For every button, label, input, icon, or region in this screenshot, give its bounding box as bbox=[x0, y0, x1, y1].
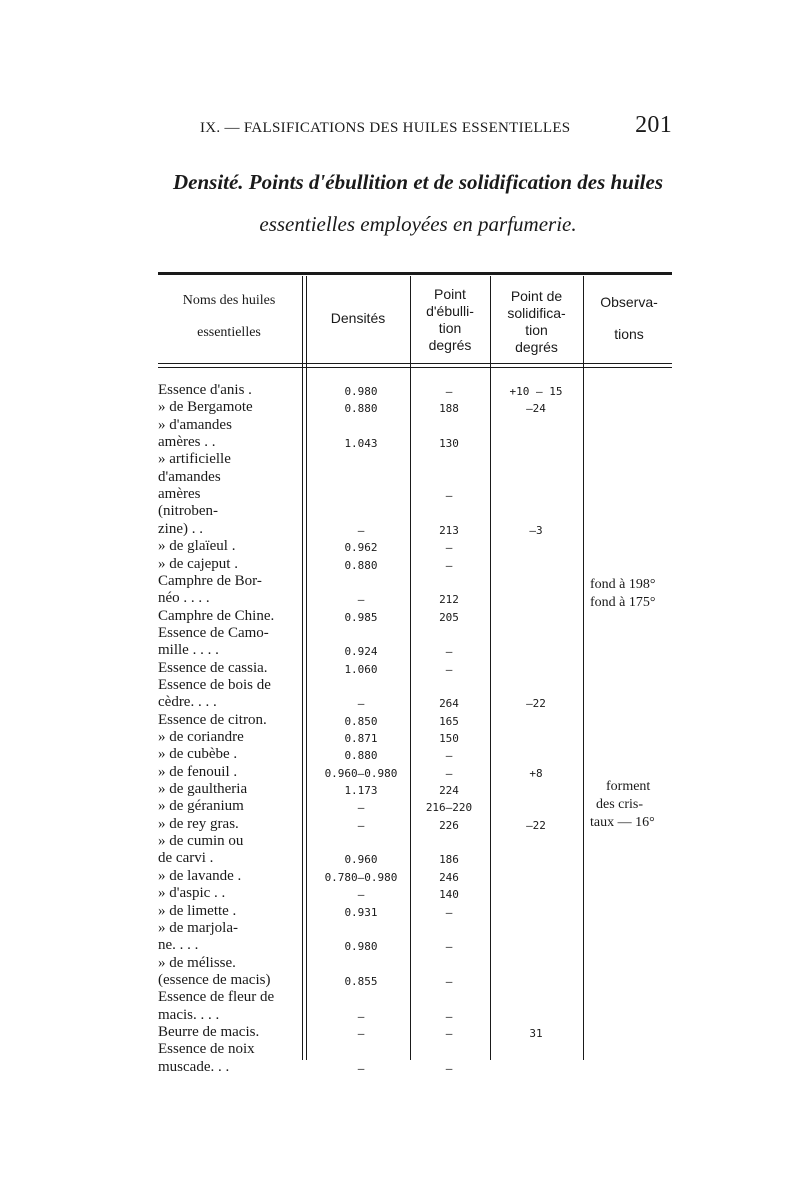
header-solid bbox=[490, 288, 583, 356]
header-solid-line-2: solidifica- bbox=[507, 305, 566, 321]
density-value: 0.871 bbox=[344, 732, 378, 745]
obs-line-2: des cris- bbox=[596, 797, 644, 812]
oil-name: macis. . . . bbox=[158, 1006, 220, 1023]
density-value: — bbox=[357, 801, 365, 815]
density-value: 0.880 bbox=[344, 402, 378, 416]
oil-name: » de Bergamote bbox=[158, 399, 253, 416]
solidification-point: 31 bbox=[529, 1026, 543, 1040]
oil-name: ne. . . . bbox=[158, 937, 199, 954]
header-solid-line-4: degrés bbox=[515, 339, 558, 355]
density-value: 0.880 bbox=[344, 749, 378, 763]
header-obs-line-2: tions bbox=[614, 326, 644, 342]
solidification-point: —22 bbox=[526, 697, 546, 711]
page-number: 201 bbox=[635, 112, 672, 138]
oil-name: Essence de citron. bbox=[158, 711, 267, 728]
density-value: 0.960 bbox=[344, 853, 378, 867]
boiling-point: — bbox=[445, 974, 453, 988]
oil-name: Camphre de Chine. bbox=[158, 607, 275, 624]
table-row bbox=[158, 1059, 678, 1077]
density-value: 0.931 bbox=[344, 905, 378, 919]
solidification-point: +8 bbox=[529, 766, 543, 780]
table-row bbox=[158, 538, 678, 556]
solidification-point: —3 bbox=[529, 523, 543, 537]
boiling-point: — bbox=[445, 1026, 453, 1040]
oil-name: » de cubèbe . bbox=[158, 746, 238, 763]
oil-name: Camphre de Bor- bbox=[158, 572, 262, 589]
boiling-point: — bbox=[445, 1061, 453, 1075]
density-value: — bbox=[357, 1026, 365, 1040]
oil-name: Essence d'anis . bbox=[158, 382, 252, 398]
obs-camphre-chine: fond à 175° bbox=[590, 595, 656, 610]
table-row bbox=[158, 903, 678, 921]
table-title-line-1: Densité. Points d'ébullition et de solidification des huiles bbox=[172, 170, 664, 194]
oil-name: » de cajeput . bbox=[158, 555, 238, 572]
density-value: — bbox=[357, 697, 365, 711]
density-value: — bbox=[357, 1061, 365, 1075]
density-value: 1.043 bbox=[344, 437, 378, 451]
table-row bbox=[158, 521, 678, 539]
oil-name: » artificielle bbox=[158, 451, 231, 468]
oil-name: » de rey gras. bbox=[158, 815, 239, 832]
boiling-point: 188 bbox=[439, 402, 459, 416]
oil-name: amères bbox=[158, 486, 201, 503]
boiling-point: 246 bbox=[439, 870, 459, 884]
density-value: 0.924 bbox=[344, 645, 378, 659]
oil-name: Essence de noix bbox=[158, 1041, 255, 1058]
table-row bbox=[158, 920, 678, 938]
density-value: 1.060 bbox=[344, 662, 378, 676]
table-row bbox=[158, 850, 678, 868]
table-row bbox=[158, 729, 678, 747]
oil-name: (essence de macis) bbox=[158, 971, 271, 988]
header-density: Densités bbox=[330, 310, 386, 326]
boiling-point: — bbox=[445, 645, 453, 659]
boiling-point: — bbox=[445, 489, 453, 503]
table-row bbox=[158, 625, 678, 643]
oil-name: Essence de bois de bbox=[158, 676, 271, 693]
table-row bbox=[158, 486, 678, 504]
density-value: 0.960—0.980 bbox=[324, 766, 398, 780]
density-value: 1.173 bbox=[344, 784, 378, 798]
header-boiling-line-2: d'ébulli- bbox=[426, 303, 474, 319]
density-value: 0.880 bbox=[344, 558, 378, 572]
table-row bbox=[158, 989, 678, 1007]
header-boiling-line-4: degrés bbox=[428, 337, 472, 353]
oil-name: d'amandes bbox=[158, 468, 221, 485]
oil-name: mille . . . . bbox=[158, 642, 219, 659]
density-value: 0.850 bbox=[344, 714, 378, 728]
table-row bbox=[158, 937, 678, 955]
oil-name: » de cumin ou bbox=[158, 833, 244, 850]
table-row bbox=[158, 1041, 678, 1059]
oil-name: » de coriandre bbox=[158, 729, 244, 745]
boiling-point: 224 bbox=[439, 784, 459, 798]
header-name-line-1: Noms des huiles bbox=[182, 293, 276, 308]
boiling-point: 212 bbox=[439, 593, 459, 607]
table-row bbox=[158, 382, 678, 400]
density-value: 0.980 bbox=[344, 940, 378, 954]
boiling-point: 140 bbox=[439, 888, 459, 902]
boiling-point: — bbox=[445, 766, 453, 780]
top-rule bbox=[158, 272, 672, 275]
boiling-point: 130 bbox=[439, 437, 459, 451]
oil-name: » d'amandes bbox=[158, 416, 232, 433]
oil-name: Beurre de macis. bbox=[158, 1023, 260, 1040]
table-row bbox=[158, 469, 678, 487]
solidification-point: +10 – 15 bbox=[509, 385, 563, 398]
oil-name: » de mélisse. bbox=[158, 954, 236, 971]
oil-name: » de lavande . bbox=[158, 867, 242, 884]
table-row bbox=[158, 642, 678, 660]
solidification-point: —24 bbox=[526, 402, 546, 416]
header-name bbox=[158, 292, 300, 341]
boiling-point: 186 bbox=[439, 853, 459, 867]
boiling-point: 165 bbox=[439, 714, 459, 728]
density-value: — bbox=[357, 818, 365, 832]
table-row bbox=[158, 972, 678, 990]
density-value: — bbox=[357, 523, 365, 537]
table-row bbox=[158, 1007, 678, 1025]
oil-name: zine) . . bbox=[158, 520, 203, 537]
header-boiling-line-1: Point bbox=[434, 286, 466, 302]
header-boiling bbox=[410, 286, 490, 354]
density-value: 0.980 bbox=[344, 385, 378, 398]
boiling-point: — bbox=[445, 1009, 453, 1023]
boiling-point: — bbox=[445, 940, 453, 954]
solidification-point: —22 bbox=[526, 818, 546, 832]
running-title: IX. — FALSIFICATIONS DES HUILES ESSENTIELLES bbox=[200, 120, 571, 136]
boiling-point: 150 bbox=[439, 732, 459, 745]
table-row bbox=[158, 868, 678, 886]
oil-name: » de géranium bbox=[158, 798, 244, 815]
table-row bbox=[158, 885, 678, 903]
table-row bbox=[158, 660, 678, 678]
table-title-line-2: essentielles employées en parfumerie. bbox=[259, 212, 577, 236]
header-rule-2 bbox=[158, 367, 672, 368]
oil-name: » d'aspic . . bbox=[158, 885, 226, 902]
table-row bbox=[158, 434, 678, 452]
oil-name: » de glaïeul . bbox=[158, 538, 236, 555]
table-row bbox=[158, 677, 678, 695]
table-row bbox=[158, 746, 678, 764]
oil-name: de carvi . bbox=[158, 850, 214, 867]
boiling-point: 216—220 bbox=[425, 801, 473, 815]
boiling-point: — bbox=[445, 558, 453, 572]
table-row bbox=[158, 833, 678, 851]
oil-name: amères . . bbox=[158, 434, 216, 451]
oil-name: Essence de Camo- bbox=[158, 624, 269, 641]
header-name-line-2: essentielles bbox=[197, 325, 261, 340]
table-row bbox=[158, 556, 678, 574]
header-solid-line-3: tion bbox=[525, 322, 548, 338]
table-row bbox=[158, 417, 678, 435]
boiling-point: 226 bbox=[439, 818, 459, 832]
table-row bbox=[158, 712, 678, 730]
density-value: 0.780—0.980 bbox=[324, 870, 398, 884]
table-row bbox=[158, 503, 678, 521]
obs-line-1: forment bbox=[606, 779, 651, 794]
obs-camphre-borneo: fond à 198° bbox=[590, 577, 656, 592]
table-row bbox=[158, 955, 678, 973]
table-row bbox=[158, 694, 678, 712]
boiling-point: 213 bbox=[439, 523, 459, 537]
density-value: — bbox=[357, 888, 365, 902]
header-solid-line-1: Point de bbox=[510, 288, 563, 304]
boiling-point: 264 bbox=[439, 697, 459, 711]
density-value: 0.962 bbox=[344, 541, 378, 555]
oil-name: cèdre. . . . bbox=[158, 694, 217, 711]
oil-name: Essence de fleur de bbox=[158, 989, 275, 1006]
boiling-point: — bbox=[445, 662, 453, 676]
obs-line-3: taux — 16° bbox=[590, 815, 655, 830]
boiling-point: — bbox=[445, 749, 453, 763]
boiling-point: — bbox=[445, 385, 453, 398]
oil-name: » de limette . bbox=[158, 902, 237, 919]
oil-name: » de fenouil . bbox=[158, 763, 238, 780]
table-row bbox=[158, 1024, 678, 1042]
running-header bbox=[200, 112, 680, 142]
oil-name: (nitroben- bbox=[158, 503, 218, 520]
density-value: 0.855 bbox=[344, 974, 378, 988]
table-row bbox=[158, 399, 678, 417]
density-value: — bbox=[357, 1009, 365, 1023]
density-value: — bbox=[357, 593, 365, 607]
header-observations bbox=[585, 294, 673, 343]
header-boiling-line-3: tion bbox=[438, 320, 462, 336]
oil-name: » de marjola- bbox=[158, 919, 238, 936]
oil-name: » de gaultheria bbox=[158, 781, 248, 798]
table-row bbox=[158, 764, 678, 782]
boiling-point: — bbox=[445, 541, 453, 555]
density-value: 0.985 bbox=[344, 610, 378, 624]
boiling-point: — bbox=[445, 905, 453, 919]
oil-name: Essence de cassia. bbox=[158, 659, 268, 676]
boiling-point: 205 bbox=[439, 610, 459, 624]
oil-name: muscade. . . bbox=[158, 1058, 230, 1075]
header-rule-1 bbox=[158, 363, 672, 364]
table-row bbox=[158, 451, 678, 469]
oil-name: néo . . . . bbox=[158, 590, 210, 607]
header-obs-line-1: Observa- bbox=[600, 294, 658, 310]
